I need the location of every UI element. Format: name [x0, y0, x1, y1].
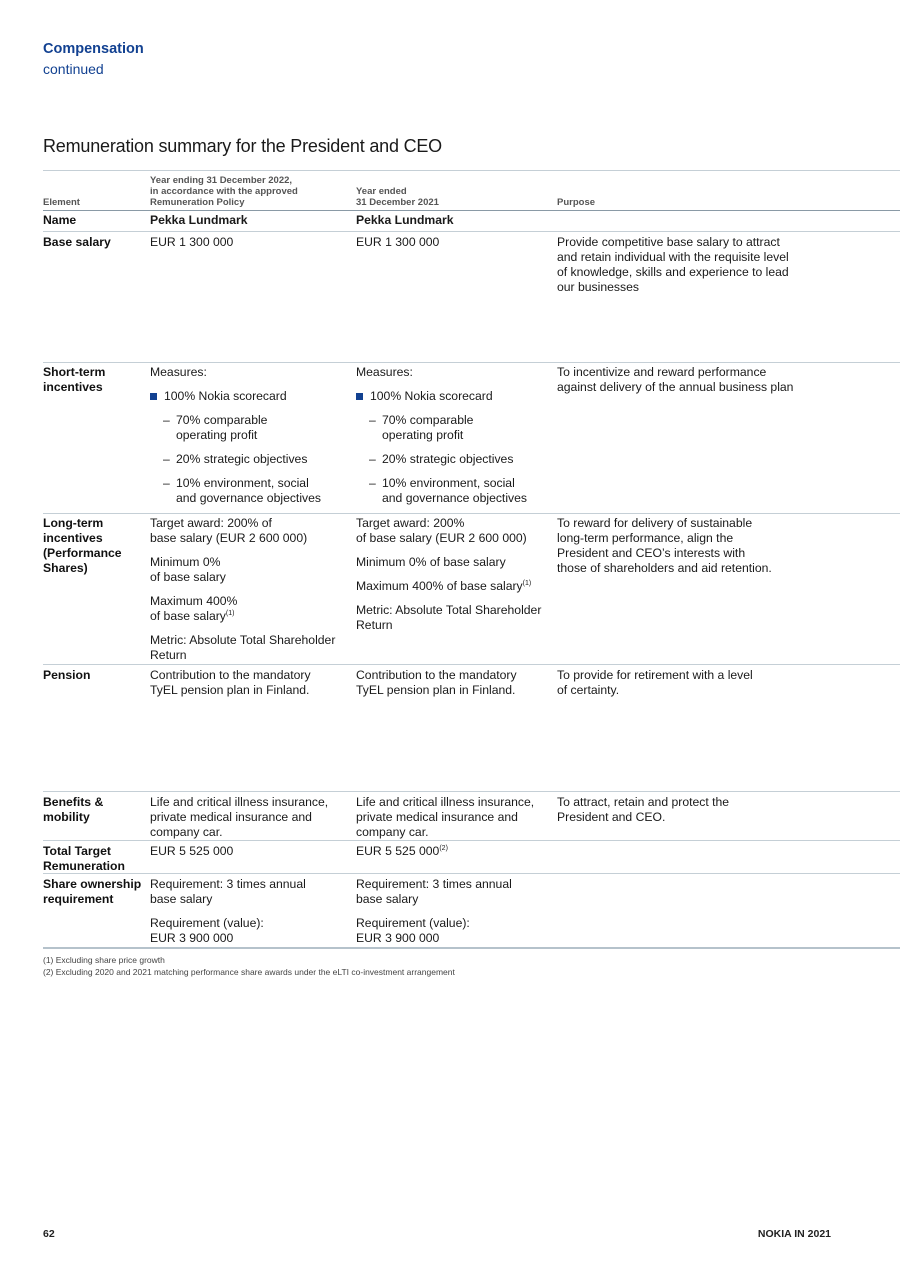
- section-title: Compensation: [43, 41, 144, 57]
- measures-heading: Measures:: [150, 365, 207, 379]
- text-line: Remuneration: [43, 859, 125, 873]
- header-rule: [43, 210, 900, 211]
- sti-purpose: [557, 365, 802, 395]
- column-header-line: Remuneration Policy: [150, 197, 245, 208]
- sub-item: [356, 413, 552, 443]
- lti-target: [150, 516, 350, 546]
- square-bullet-icon: [150, 393, 157, 400]
- text-line: 20% strategic objectives: [382, 452, 514, 466]
- text-line: of base salary (EUR 2 600 000): [356, 531, 527, 545]
- lti-target: [356, 516, 552, 546]
- lti-metric: [150, 633, 350, 663]
- column-header-line: Year ending 31 December 2022,: [150, 175, 293, 186]
- lti-2022: [150, 516, 350, 672]
- text-line: 10% environment, social: [382, 476, 515, 490]
- name-value-2021: Pekka Lundmark: [356, 213, 454, 227]
- text-line: 20% strategic objectives: [176, 452, 308, 466]
- benefits-purpose: [557, 795, 802, 825]
- column-header-element: Element: [43, 197, 80, 208]
- footnote-1: (1) Excluding share price growth: [43, 955, 165, 965]
- sub-item: [356, 476, 552, 506]
- text-line: Requirement (value):: [356, 916, 470, 930]
- text-line: Requirement: 3 times annual: [150, 877, 306, 891]
- text-line: company car.: [356, 825, 429, 839]
- base-salary-purpose: [557, 235, 802, 295]
- sti-measures-2021: [356, 365, 552, 515]
- square-bullet-icon: [356, 393, 363, 400]
- text-line: 70% comparable: [176, 413, 268, 427]
- bullet-item: [356, 389, 552, 404]
- share-requirement: [150, 877, 350, 907]
- text-line: base salary: [150, 892, 213, 906]
- share-2021: [356, 877, 552, 955]
- text-line: To reward for delivery of sustainable: [557, 516, 753, 530]
- table-top-rule: [43, 170, 900, 171]
- text-line: Metric: Absolute Total Shareholder: [356, 603, 542, 617]
- text-line: requirement: [43, 892, 114, 906]
- text-line: of base salary: [150, 570, 226, 584]
- text-line: 70% comparable: [382, 413, 474, 427]
- text-line: To incentivize and reward performance: [557, 365, 767, 379]
- lti-maximum: [150, 594, 350, 624]
- bullet-item: [150, 389, 350, 404]
- pension-2021: [356, 668, 552, 698]
- text-line: Benefits &: [43, 795, 104, 809]
- column-header-line: Year ended: [356, 186, 407, 197]
- total-2022: EUR 5 525 000: [150, 844, 234, 858]
- footnote-2: (2) Excluding 2020 and 2021 matching performance share awards under the eLTI co-investment arrangement: [43, 967, 455, 977]
- measures-heading: Measures:: [356, 365, 413, 379]
- sti-measures-2022: [150, 365, 350, 515]
- text-line: Life and critical illness insurance,: [356, 795, 535, 809]
- share-requirement-value: [150, 916, 350, 946]
- row-label-benefits-mobility: [43, 795, 143, 825]
- text-line: incentives: [43, 380, 103, 394]
- pension-2022: [150, 668, 350, 698]
- text-line: To attract, retain and protect the: [557, 795, 730, 809]
- sub-item: [356, 452, 552, 467]
- text-line: operating profit: [176, 428, 258, 442]
- dash-icon: –: [163, 476, 170, 490]
- text-line: long-term performance, align the: [557, 531, 734, 545]
- row-rule: [43, 791, 900, 792]
- dash-icon: –: [163, 452, 170, 466]
- text-line: private medical insurance and: [356, 810, 518, 824]
- lti-maximum: [356, 579, 552, 594]
- footnote-ref: (2): [439, 845, 448, 852]
- pension-purpose: [557, 668, 802, 698]
- table-title: Remuneration summary for the President and CEO: [43, 136, 442, 156]
- text-line: Requirement (value):: [150, 916, 264, 930]
- text-line: incentives: [43, 531, 103, 545]
- text-line: Life and critical illness insurance,: [150, 795, 329, 809]
- text-line: and retain individual with the requisite level: [557, 250, 789, 264]
- text-line: of certainty.: [557, 683, 620, 697]
- text-line: Shares): [43, 561, 88, 575]
- benefits-2021: [356, 795, 552, 840]
- text-line: Contribution to the mandatory: [150, 668, 311, 682]
- lti-2021: [356, 516, 552, 642]
- text-line: EUR 3 900 000: [356, 931, 440, 945]
- section-continued: continued: [43, 61, 104, 77]
- bullet-text: 100% Nokia scorecard: [164, 389, 287, 403]
- sub-item: [150, 413, 350, 443]
- lti-metric: [356, 603, 552, 633]
- sub-item: [150, 452, 350, 467]
- text-line: those of shareholders and aid retention.: [557, 561, 772, 575]
- row-rule: [43, 362, 900, 363]
- row-rule: [43, 873, 900, 874]
- text-line: base salary (EUR 2 600 000): [150, 531, 308, 545]
- row-label-short-term-incentives: [43, 365, 143, 395]
- bullet-text: 100% Nokia scorecard: [370, 389, 493, 403]
- share-requirement: [356, 877, 552, 907]
- text-line: mobility: [43, 810, 90, 824]
- text-line: President and CEO’s interests with: [557, 546, 746, 560]
- text-line: President and CEO.: [557, 810, 666, 824]
- benefits-2022: [150, 795, 350, 840]
- row-label-pension: Pension: [43, 668, 91, 682]
- row-rule: [43, 840, 900, 841]
- base-salary-2021: EUR 1 300 000: [356, 235, 440, 249]
- footnote-ref: (1): [225, 610, 235, 617]
- text-fragment: of base salary: [150, 609, 226, 623]
- text-line: and governance objectives: [382, 491, 527, 505]
- text-line: base salary: [356, 892, 419, 906]
- column-header-2021: [356, 186, 552, 208]
- row-label-name: Name: [43, 213, 77, 227]
- text-line: 10% environment, social: [176, 476, 309, 490]
- text-line: of knowledge, skills and experience to lead: [557, 265, 789, 279]
- text-line: against delivery of the annual business plan: [557, 380, 794, 394]
- row-label-total-target-remuneration: [43, 844, 143, 874]
- dash-icon: –: [369, 413, 376, 427]
- column-header-line: in accordance with the approved: [150, 186, 298, 197]
- row-label-long-term-incentives: [43, 516, 143, 576]
- footnote-ref: (1): [522, 580, 532, 587]
- text-line: (Performance: [43, 546, 122, 560]
- dash-icon: –: [163, 413, 170, 427]
- name-value-2022: Pekka Lundmark: [150, 213, 248, 227]
- text-line: TyEL pension plan in Finland.: [356, 683, 516, 697]
- page-number: 62: [43, 1228, 55, 1240]
- row-rule: [43, 231, 900, 232]
- row-label-share-ownership-requirement: [43, 877, 143, 907]
- text-line: Minimum 0%: [150, 555, 221, 569]
- column-header-2022: [150, 175, 350, 208]
- text-line: and governance objectives: [176, 491, 321, 505]
- brand-footer: NOKIA IN 2021: [757, 1228, 831, 1240]
- text-line: [150, 609, 350, 624]
- lti-minimum: Minimum 0% of base salary: [356, 555, 506, 569]
- total-2021: [356, 844, 552, 859]
- text-fragment: EUR 5 525 000: [356, 844, 440, 858]
- text-line: Target award: 200% of: [150, 516, 272, 530]
- text-line: TyEL pension plan in Finland.: [150, 683, 310, 697]
- column-header-purpose: Purpose: [557, 197, 596, 208]
- text-line: operating profit: [382, 428, 464, 442]
- text-line: Long-term: [43, 516, 104, 530]
- text-line: To provide for retirement with a level: [557, 668, 753, 682]
- text-fragment: Maximum 400% of base salary: [356, 579, 523, 593]
- lti-purpose: [557, 516, 802, 576]
- share-2022: [150, 877, 350, 955]
- share-requirement-value: [356, 916, 552, 946]
- text-line: Maximum 400%: [150, 594, 238, 608]
- base-salary-2022: EUR 1 300 000: [150, 235, 234, 249]
- text-line: Metric: Absolute Total Shareholder: [150, 633, 336, 647]
- sub-item: [150, 476, 350, 506]
- text-line: Target award: 200%: [356, 516, 465, 530]
- dash-icon: –: [369, 452, 376, 466]
- text-line: company car.: [150, 825, 223, 839]
- text-line: Provide competitive base salary to attract: [557, 235, 780, 249]
- text-line: Share ownership: [43, 877, 142, 891]
- text-line: Total Target: [43, 844, 111, 858]
- text-line: Short-term: [43, 365, 106, 379]
- text-line: private medical insurance and: [150, 810, 312, 824]
- text-line: Contribution to the mandatory: [356, 668, 517, 682]
- text-line: Requirement: 3 times annual: [356, 877, 512, 891]
- column-header-line: 31 December 2021: [356, 197, 439, 208]
- row-label-base-salary: Base salary: [43, 235, 111, 249]
- text-line: EUR 3 900 000: [150, 931, 234, 945]
- lti-minimum: [150, 555, 350, 585]
- text-line: our businesses: [557, 280, 639, 294]
- dash-icon: –: [369, 476, 376, 490]
- text-line: Return: [150, 648, 187, 662]
- text-line: Return: [356, 618, 393, 632]
